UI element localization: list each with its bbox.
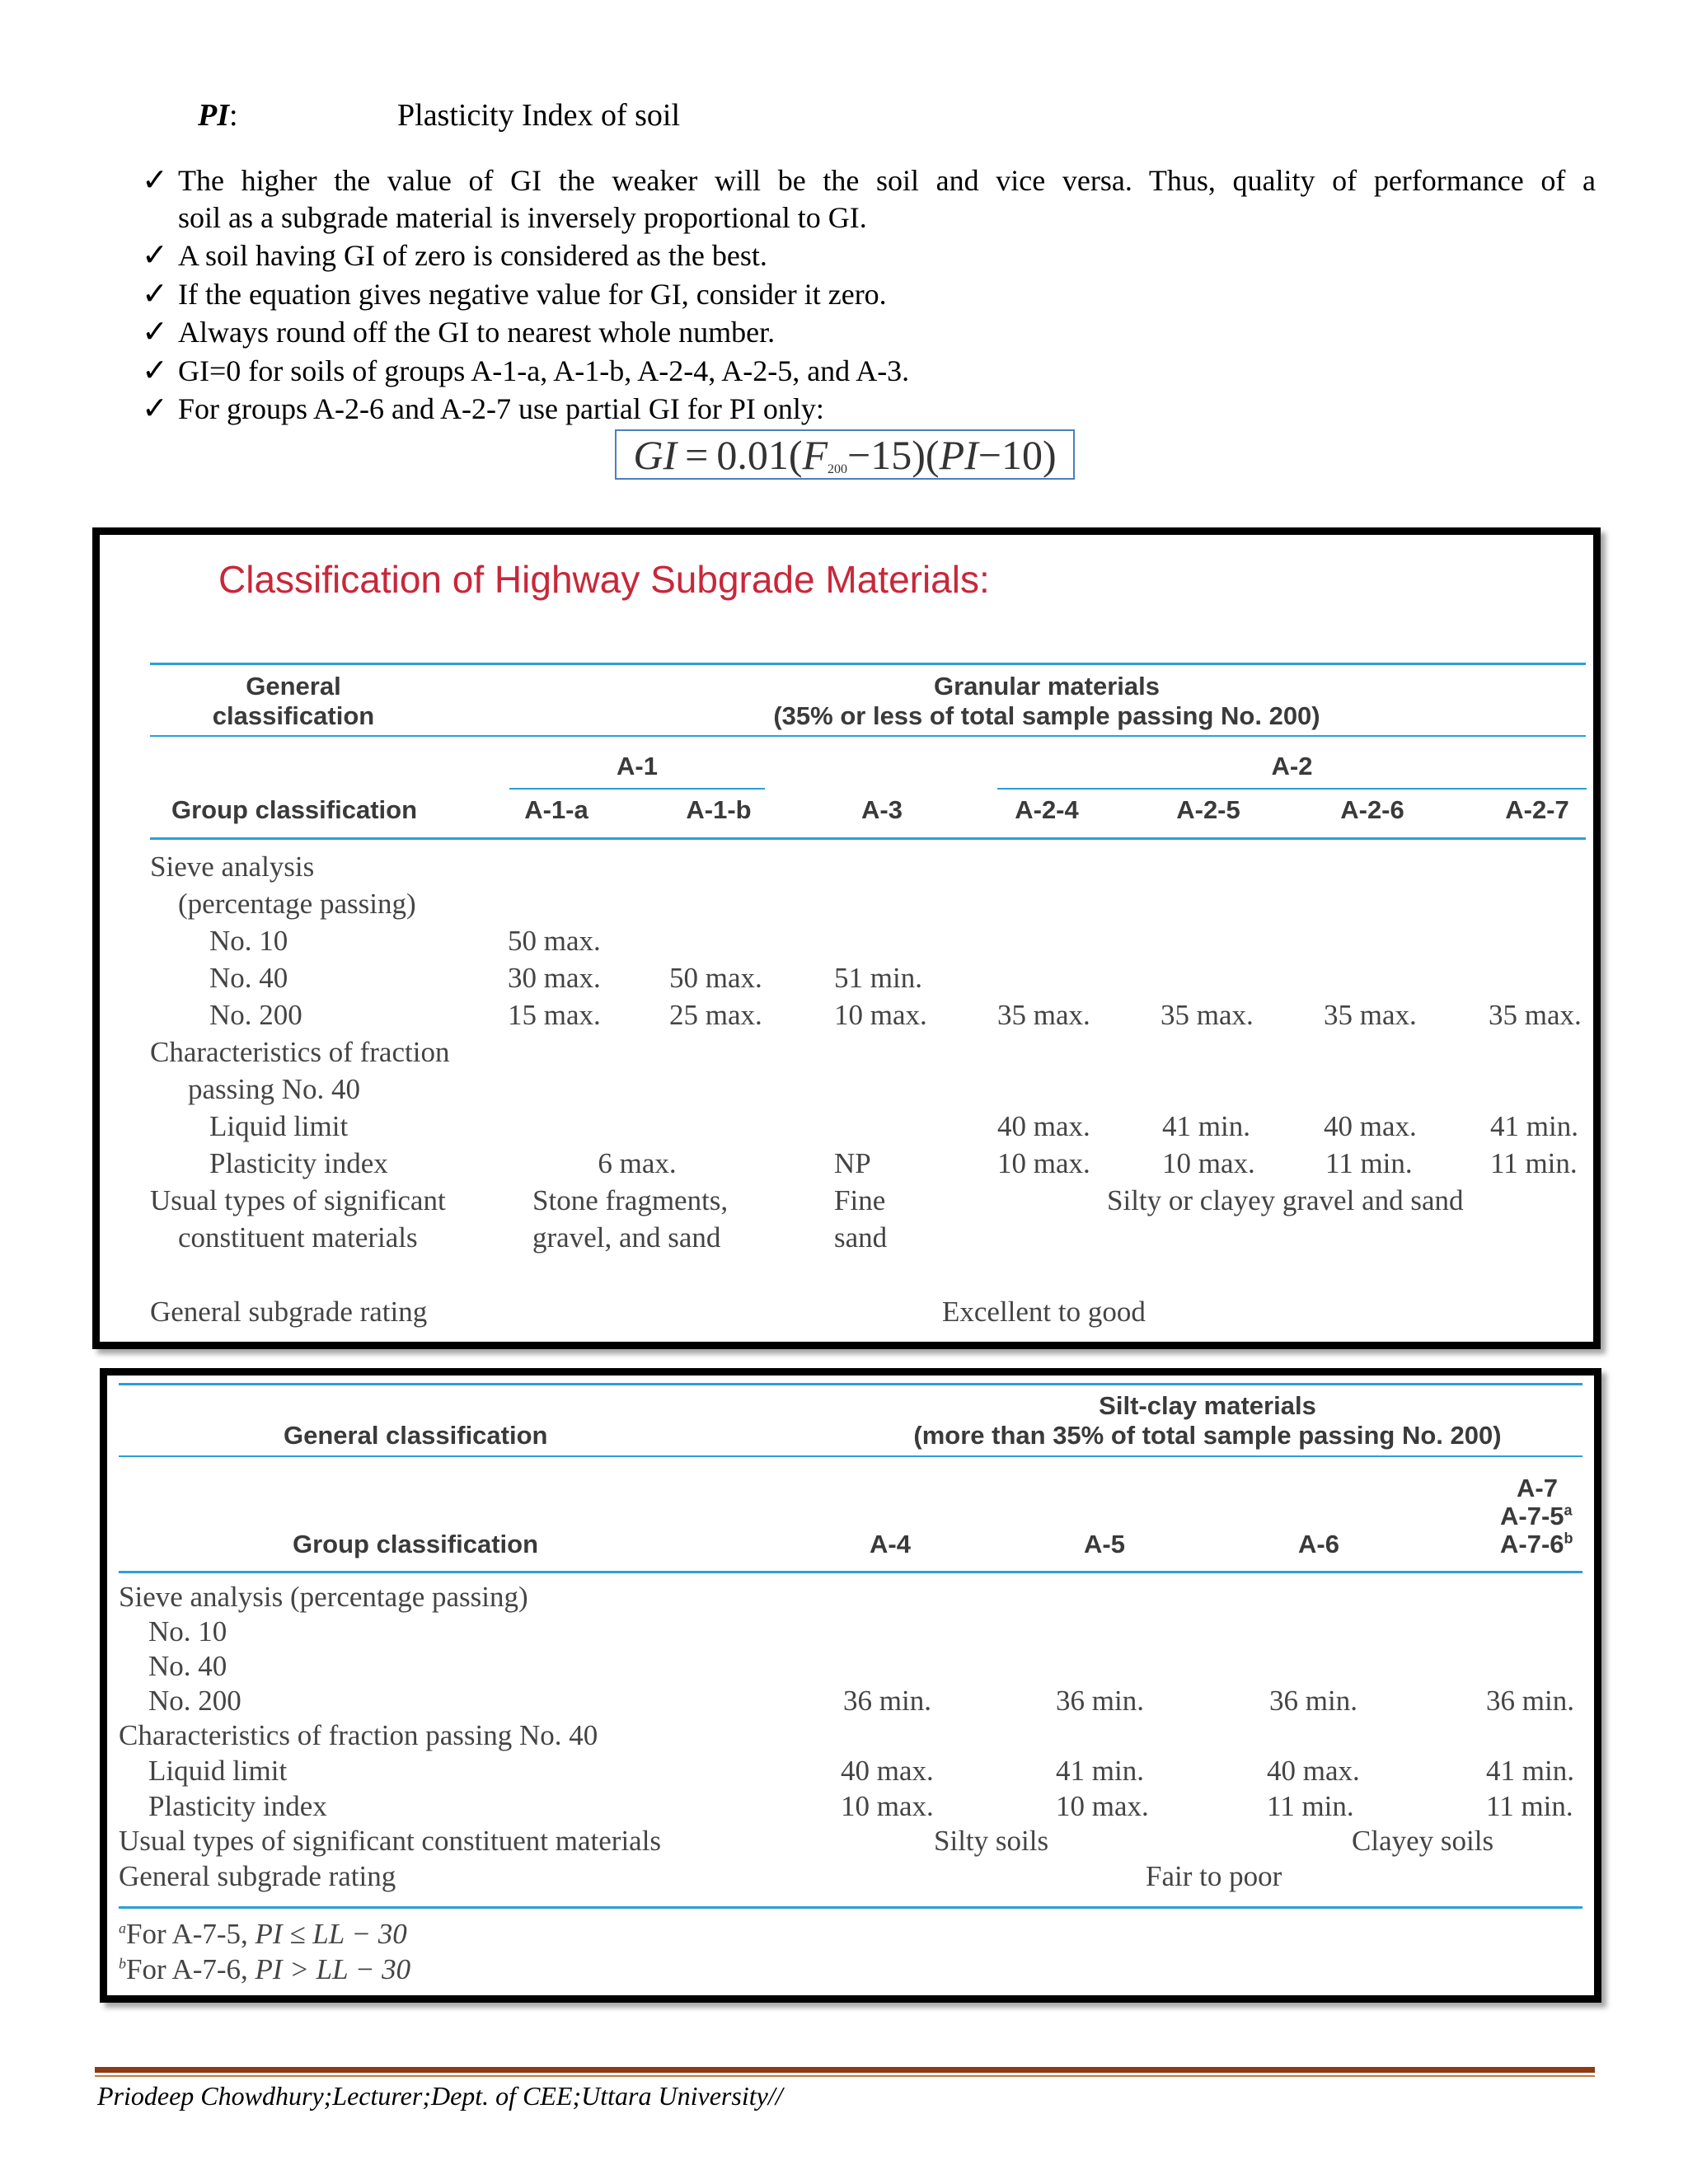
formula-minus-1: −15 [847, 431, 912, 478]
table1-rule-3 [150, 837, 1586, 840]
t2-no200-a7: 36 min. [1486, 1685, 1574, 1717]
t1-group-a-2-6: A-2-6 [1340, 795, 1404, 824]
formula-minus-2: −10 [978, 431, 1043, 478]
t1-silty-gravel: Silty or clayey gravel and sand [1107, 1184, 1464, 1216]
t2-no200-a4: 36 min. [843, 1685, 931, 1717]
definition-colon: : [229, 98, 238, 133]
t1-general-classification-1: General [246, 672, 341, 701]
table1-top-rule [150, 663, 1586, 665]
section-title: Classification of Highway Subgrade Materials: [218, 558, 990, 601]
t2-a7: A-7 [1517, 1474, 1558, 1502]
t1-no40-a1b: 50 max. [669, 962, 762, 994]
bullet-3: If the equation gives negative value for GI, consider it zero. [178, 278, 887, 311]
t1-group-classification: Group classification [171, 795, 418, 824]
definition-text: Plasticity Index of soil [397, 98, 681, 133]
t2-no-10: No. 10 [148, 1615, 227, 1647]
gi-formula-box [615, 429, 1075, 480]
t2-pi-a6: 11 min. [1267, 1790, 1354, 1822]
t1-no200-a27: 35 max. [1489, 999, 1582, 1031]
t2-usual-types: Usual types of significant constituent materials [119, 1825, 662, 1857]
t1-a2-header: A-2 [1271, 752, 1313, 780]
t1-pi-a27: 11 min. [1490, 1147, 1578, 1179]
t1-sieve-analysis: Sieve analysis [150, 851, 315, 883]
t1-rating-label: General subgrade rating [150, 1296, 428, 1328]
t1-no10-a1a: 50 max. [508, 925, 601, 957]
t2-silt-clay-1: Silt-clay materials [1099, 1391, 1316, 1420]
check-mark-icon: ✓ [142, 313, 168, 349]
t2-clayey-soils: Clayey soils [1352, 1825, 1494, 1857]
t2-sieve-analysis: Sieve analysis (percentage passing) [119, 1581, 528, 1613]
t1-pi-a1: 6 max. [598, 1147, 677, 1179]
t1-ll-a24: 40 max. [997, 1110, 1090, 1142]
t1-no40-a1a: 30 max. [508, 962, 601, 994]
t1-usual-types-1: Usual types of significant [150, 1184, 446, 1216]
t2-pi-a7: 11 min. [1486, 1790, 1573, 1822]
bullet-6: For groups A-2-6 and A-2-7 use partial GI for PI only: [178, 392, 824, 425]
t1-liquid-limit: Liquid limit [209, 1110, 349, 1142]
t2-a75-text: A-7-5 [1500, 1502, 1564, 1530]
t2-rating: Fair to poor [1146, 1860, 1282, 1892]
t2-liquid-limit: Liquid limit [148, 1755, 288, 1787]
t2-group-a5: A-5 [1084, 1530, 1125, 1558]
t2-a75-sup: a [1564, 1502, 1573, 1519]
t1-granular-materials-2: (35% or less of total sample passing No. 200) [773, 701, 1320, 730]
t1-stone-1: Stone fragments, [532, 1184, 729, 1216]
t1-a2-underline [997, 788, 1587, 790]
t2-footnote-b-sup: b [119, 1955, 126, 1972]
t1-pi-a26: 11 min. [1325, 1147, 1413, 1179]
t1-characteristics-2: passing No. 40 [188, 1073, 361, 1105]
t2-no200-a6: 36 min. [1269, 1685, 1357, 1717]
definition-term [198, 97, 238, 134]
bullet-1-line-2: soil as a subgrade material is inversely proportional to GI. [178, 201, 867, 234]
t2-no-200: No. 200 [148, 1685, 241, 1717]
bullet-4: Always round off the GI to nearest whole number. [178, 316, 776, 349]
check-mark-icon: ✓ [142, 275, 168, 312]
t1-ll-a25: 41 min. [1162, 1110, 1250, 1142]
t2-footnote-a [119, 1918, 407, 1951]
t1-no-40: No. 40 [209, 962, 288, 994]
t2-plasticity-index: Plasticity index [148, 1790, 327, 1822]
formula-open-2: ( [925, 431, 940, 478]
t1-group-a-1-a: A-1-a [524, 795, 588, 824]
t2-pi-a5: 10 max. [1056, 1790, 1149, 1822]
formula-f: F [802, 431, 828, 478]
t1-ll-a26: 40 max. [1324, 1110, 1417, 1142]
t2-a76-sup: b [1564, 1530, 1573, 1547]
t1-fine-2: sand [834, 1221, 888, 1254]
table2-bottom-rule [119, 1906, 1582, 1909]
check-mark-icon: ✓ [142, 237, 168, 273]
t1-no40-a3: 51 min. [834, 962, 922, 994]
formula-pi: PI [939, 431, 978, 478]
t2-footnote-a-pre: For A-7-5, [126, 1918, 256, 1950]
t1-group-a-1-b: A-1-b [686, 795, 752, 824]
t2-general-classification: General classification [284, 1421, 548, 1450]
formula-open-1: ( [788, 431, 803, 478]
t2-ll-a5: 41 min. [1056, 1755, 1144, 1787]
check-mark-icon: ✓ [142, 390, 168, 426]
formula-eq: = [685, 431, 709, 478]
t2-footnote-a-math: PI ≤ LL − 30 [255, 1918, 407, 1950]
formula-close-1: ) [912, 431, 926, 478]
t1-no-200: No. 200 [209, 999, 302, 1031]
bullet-1-line-1: The higher the value of GI the weaker will be the soil and vice versa. Thus, quality of performance of a [178, 164, 1596, 197]
t2-footnote-b-pre: For A-7-6, [126, 1953, 256, 1985]
t1-group-a-2-7: A-2-7 [1505, 795, 1569, 824]
t2-group-a4: A-4 [870, 1530, 911, 1558]
t1-no200-a1b: 25 max. [669, 999, 762, 1031]
t2-footnote-b-math: PI > LL − 30 [255, 1953, 411, 1985]
t1-a1-underline [509, 788, 765, 790]
t1-group-a-3: A-3 [861, 795, 903, 824]
t1-stone-2: gravel, and sand [532, 1221, 721, 1254]
t2-ll-a6: 40 max. [1267, 1755, 1360, 1787]
t2-no-40: No. 40 [148, 1650, 227, 1682]
table2-rule-2 [119, 1455, 1582, 1457]
t1-general-classification-2: classification [212, 701, 375, 730]
t1-pi-a25: 10 max. [1162, 1147, 1255, 1179]
t2-pi-a4: 10 max. [841, 1790, 934, 1822]
check-mark-icon: ✓ [142, 352, 168, 388]
t2-silty-soils: Silty soils [934, 1825, 1049, 1857]
t1-usual-types-2: constituent materials [178, 1221, 418, 1254]
formula-close-2: ) [1042, 431, 1057, 478]
t1-no200-a26: 35 max. [1324, 999, 1417, 1031]
table2-rule-3 [119, 1571, 1582, 1573]
t2-silt-clay-2: (more than 35% of total sample passing No. 200) [913, 1421, 1502, 1450]
t1-pi-a24: 10 max. [997, 1147, 1090, 1179]
t1-a1-header: A-1 [617, 752, 658, 780]
t2-no200-a5: 36 min. [1056, 1685, 1144, 1717]
t2-a76-text: A-7-6 [1500, 1530, 1564, 1558]
t2-a75 [1500, 1502, 1573, 1531]
t1-percentage-passing: (percentage passing) [178, 888, 416, 920]
check-mark-icon: ✓ [142, 162, 168, 198]
t1-no200-a25: 35 max. [1160, 999, 1254, 1031]
t2-characteristics: Characteristics of fraction passing No. 40 [119, 1719, 598, 1751]
bullet-2: A soil having GI of zero is considered as the best. [178, 239, 767, 272]
t1-granular-materials-1: Granular materials [934, 672, 1160, 701]
t1-group-a-2-5: A-2-5 [1176, 795, 1240, 824]
t1-rating: Excellent to good [942, 1296, 1146, 1328]
t2-ll-a4: 40 max. [841, 1755, 934, 1787]
t1-no200-a1a: 15 max. [508, 999, 601, 1031]
formula-coef: 0.01 [716, 431, 789, 478]
formula-sub: 200 [828, 462, 848, 476]
t2-group-classification: Group classification [293, 1530, 539, 1558]
t1-plasticity-index: Plasticity index [209, 1147, 388, 1179]
t2-a76 [1500, 1530, 1573, 1559]
t2-footnote-b [119, 1953, 410, 1986]
t1-group-a-2-4: A-2-4 [1015, 795, 1079, 824]
bullet-5: GI=0 for soils of groups A-1-a, A-1-b, A-2-4, A-2-5, and A-3. [178, 354, 910, 387]
t2-footnote-a-sup: a [119, 1919, 126, 1937]
t1-pi-a3: NP [834, 1147, 871, 1179]
definition-term-text: PI [198, 98, 229, 133]
table2-top-rule [119, 1383, 1582, 1385]
footer-rule-thick [95, 2067, 1595, 2073]
t1-ll-a27: 41 min. [1490, 1110, 1578, 1142]
t1-fine-1: Fine [834, 1184, 886, 1216]
formula-lhs: GI [633, 431, 678, 478]
t1-no-10: No. 10 [209, 925, 288, 957]
t1-no200-a3: 10 max. [834, 999, 927, 1031]
footer-rule-thin [95, 2075, 1595, 2077]
t1-no200-a24: 35 max. [997, 999, 1090, 1031]
table1-rule-2 [150, 735, 1586, 737]
t2-rating-label: General subgrade rating [119, 1860, 396, 1892]
t2-ll-a7: 41 min. [1486, 1755, 1574, 1787]
footer-text: Priodeep Chowdhury;Lecturer;Dept. of CEE;Uttara University// [97, 2081, 783, 2111]
t2-group-a6: A-6 [1298, 1530, 1339, 1558]
t1-characteristics-1: Characteristics of fraction [150, 1036, 450, 1068]
